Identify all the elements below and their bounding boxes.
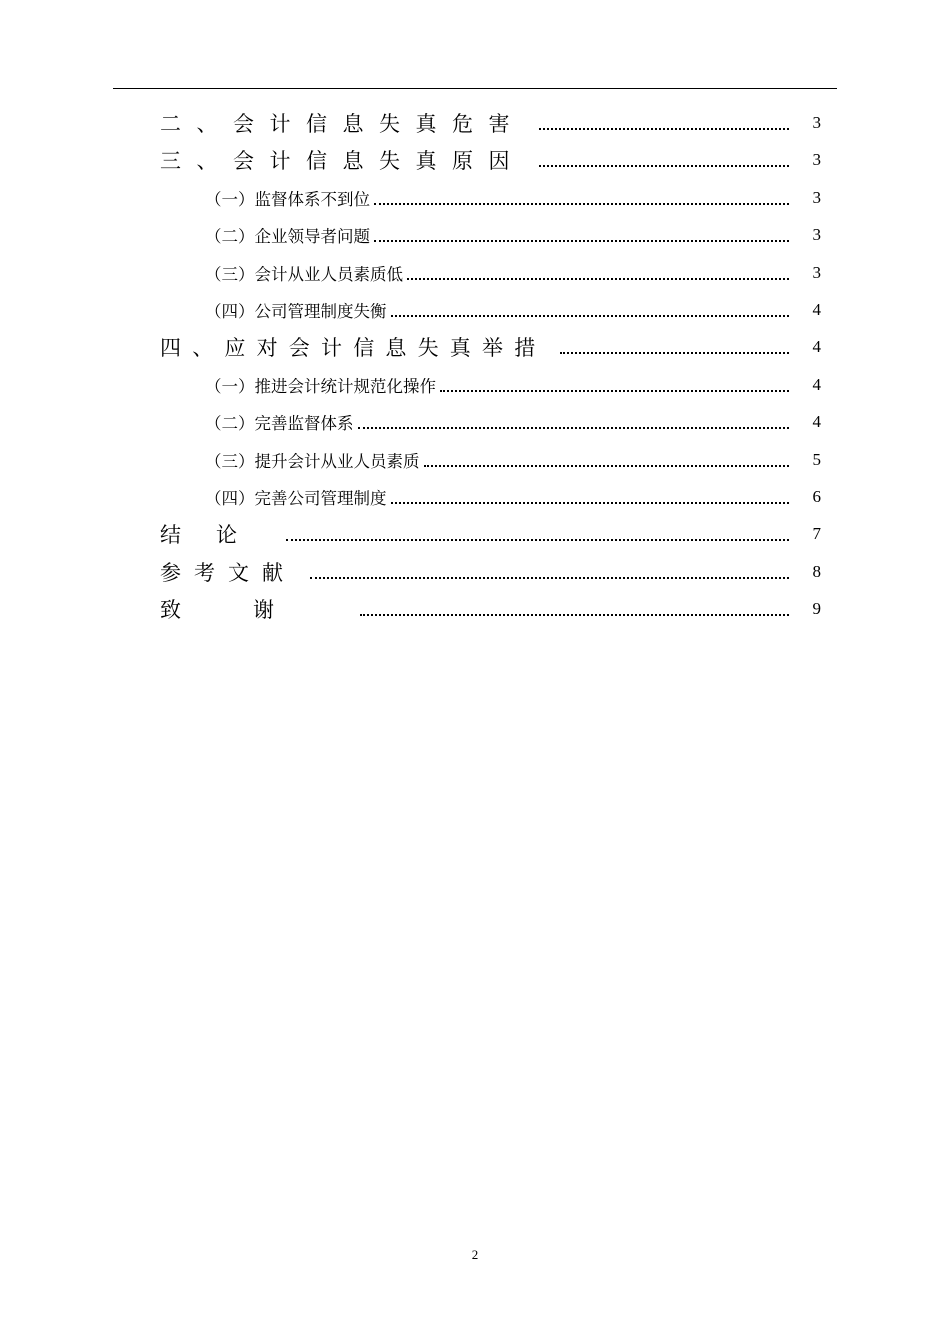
toc-entry-page: 8: [812, 561, 821, 581]
toc-entry-page: 3: [812, 225, 821, 245]
toc-entry-page: 3: [812, 150, 821, 170]
toc-entry-title: （二）企业领导者问题: [205, 227, 370, 247]
toc-leader-dots: [539, 128, 789, 130]
toc-leader-dots: [424, 465, 790, 467]
toc-leader-dots: [391, 502, 790, 504]
toc-leader-dots: [310, 577, 789, 579]
toc-leader-dots: [407, 278, 789, 280]
toc-entry-title: （四）公司管理制度失衡: [205, 302, 387, 321]
toc-entry-title: （三）提升会计从业人员素质: [205, 451, 420, 471]
toc-entry-title: （一）推进会计统计规范化操作: [205, 376, 436, 396]
toc-leader-dots: [391, 315, 790, 317]
toc-entry-page: 3: [812, 113, 821, 132]
toc-leader-dots: [374, 203, 789, 205]
toc-entry[interactable]: [160, 519, 821, 549]
toc-entry[interactable]: [205, 295, 821, 325]
toc-entry-title: 四、应对会计信息失真举措: [160, 336, 547, 361]
footer-page-number: 2: [471, 1247, 479, 1262]
toc-entry[interactable]: [205, 258, 821, 288]
toc-entry-title: 二、会计信息失真危害: [160, 112, 525, 136]
toc-entry-title: （一）监督体系不到位: [205, 189, 370, 209]
toc-entry-page: 4: [812, 412, 821, 432]
toc-entry-page: 9: [812, 599, 821, 619]
toc-leader-dots: [539, 165, 789, 167]
toc-entry[interactable]: [205, 183, 821, 213]
toc-leader-dots: [440, 390, 789, 392]
toc-entry-title: （三）会计从业人员素质低: [205, 264, 403, 284]
toc-entry-title: 三、会计信息失真原因: [160, 149, 525, 174]
toc-entry-page: 6: [812, 487, 821, 506]
toc-entry-title: 结论: [160, 523, 272, 548]
toc-entry-title: （二）完善监督体系: [205, 414, 354, 434]
toc-entry-page: 4: [812, 337, 821, 357]
toc-entry-title: （四）完善公司管理制度: [205, 489, 387, 508]
toc-entry[interactable]: [160, 108, 821, 138]
toc-entry-page: 3: [812, 262, 821, 282]
toc-leader-dots: [358, 427, 790, 429]
toc-entry-page: 7: [812, 524, 821, 544]
toc-entry-page: 4: [812, 300, 821, 319]
toc-entry[interactable]: [205, 445, 821, 475]
toc-entry-title: 参考文献: [160, 560, 296, 585]
toc-entry-page: 4: [812, 374, 821, 394]
toc-entry[interactable]: [205, 482, 821, 512]
toc-entry[interactable]: [160, 145, 821, 175]
toc-entry[interactable]: [205, 220, 821, 250]
toc-leader-dots: [374, 240, 789, 242]
toc-entry-page: 3: [812, 187, 821, 207]
toc-entry[interactable]: [160, 594, 821, 624]
toc-leader-dots: [286, 539, 789, 541]
toc-entry-title: 致谢: [160, 598, 346, 623]
toc-entry[interactable]: [160, 332, 821, 362]
toc-entry[interactable]: [205, 370, 821, 400]
header-rule: [113, 88, 837, 89]
toc-entry[interactable]: [160, 557, 821, 587]
toc-entry-page: 5: [812, 449, 821, 469]
toc-entry[interactable]: [205, 407, 821, 437]
toc-leader-dots: [560, 352, 789, 354]
toc-leader-dots: [360, 614, 789, 616]
